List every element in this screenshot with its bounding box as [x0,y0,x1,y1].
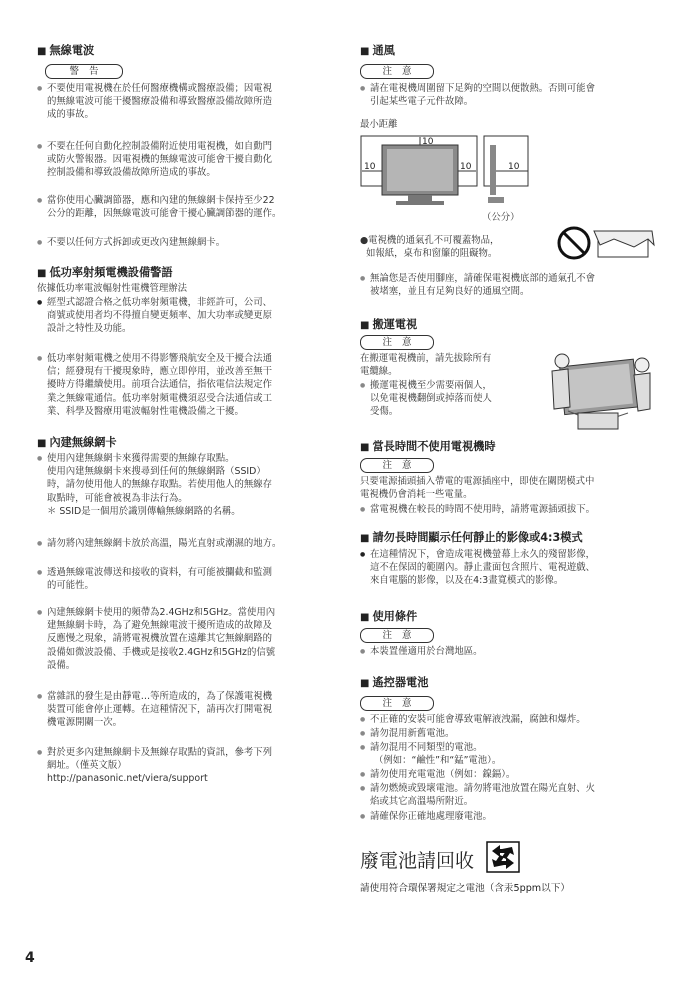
battery-bullet-2: ● 請勿混用新舊電池。 [360,727,454,740]
dim-top: 10 [422,137,434,147]
still-heading: ■ 請勿長時間顯示任何靜止的影像或4:3模式 [360,531,583,544]
wireless-bullet-2: ● 不要在任何自動化控制設備附近使用電視機，如自動門 或防火警報器。因電視機的無線電波可能會干擾自動化 控制設備和導致設備故障所造成的事故。 [37,140,272,180]
caution-label: 注意 [360,696,434,711]
battery-bullet-3: ● 請勿混用不同類型的電池。 （例如：“鹼性”和“錳”電池）。 [360,741,501,767]
wireless-bullet-3: ● 當你使用心臟調節器，應和內建的無線網卡保持至少22 公分的距離，因無線電波可能會干擾心臟調節器的運作。 [37,194,281,220]
wlan-bullet-1: ● 使用內建無線網卡來獲得需要的無線存取點。 使用內建無線網卡來搜尋到任何的無線網路（SSID） 時，請勿使用他人的無線存取點。若使用他人的無線存 取點時，可能會被視為非法行為。 ＊ SSID是一個用於識別傳輸無線網路的名稱。 [37,452,272,518]
stand-note: ● 無論您是否使用腳座，請確保電視機底部的通氣孔不會 被堵塞，並且有足夠良好的通風空間。 [360,272,595,298]
min-distance-label: 最小距離 [360,119,398,130]
ventilation-heading: ■ 通風 [360,44,395,57]
lowpower-heading: ■ 低功率射頻電機設備警語 [37,266,173,279]
conditions-heading: ■ 使用條件 [360,610,418,623]
warning-label: 警告 [45,64,123,79]
lowpower-intro: 依據低功率電波輻射性電機管理辦法 [37,283,188,294]
battery-bullet-4: ● 請勿使用充電電池（例如：鎳鎘）。 [360,768,515,781]
page-number: 4 [25,950,35,966]
dim-right: 10 [460,162,472,172]
cover-note: ●電視機的通氣孔不可覆蓋物品， 如報紙，桌布和窗簾的阻礙物。 [360,235,500,260]
recycle-icon [486,841,520,873]
wireless-heading: ■ 無線電波 [37,44,95,57]
wlan-heading: ■ 內建無線網卡 [37,436,117,449]
longunused-heading: ■ 當長時間不使用電視機時 [360,440,496,453]
ventilation-bullet: ● 請在電視機周圍留下足夠的空間以便散熱。否則可能會 引起某些電子元件故障。 [360,82,595,108]
conditions-bullet: ● 本裝置僅適用於台灣地區。 [360,645,483,658]
wlan-bullet-4: ● 內建無線網卡使用的頻帶為2.4GHz和5GHz。當使用內 建無線網卡時，為了避免無線電波干擾所造成的故障及 反應慢之現象，請將電視機放置在遠離其它無線網路的 設備如微波設備、手機或是接收2.4GHz和5GHz的信號 設備。 [37,606,275,672]
still-bullet: ● 在這種情況下，會造成電視機螢幕上永久的殘留影像， 這不在保固的範圍內。靜止畫面包含照片、電視遊戲、 來自電腦的影像，以及在4:3畫寬模式的影像。 [360,548,595,588]
dim-left: 10 [364,162,376,172]
moving-bullet: ● 搬運電視機至少需要兩個人， 以免電視機翻倒或掉落而使人 受傷。 [360,379,492,419]
moving-intro: 在搬運電視機前，請先拔除所有 電纜線。 [360,353,492,378]
battery-bullet-5: ● 請勿燃燒或毀壞電池。請勿將電池放置在陽光直射、火 焰或其它高溫場所附近。 [360,782,595,808]
lowpower-bullet-1: ● 經型式認證合格之低功率射頻電機，非經許可，公司、 商號或使用者均不得擅自變更頻率、加大功率或變更原 設計之特性及功能。 [37,296,272,336]
caution-label: 注意 [360,458,434,473]
battery-bullet-1: ● 不正確的安裝可能會導致電解液洩漏，腐蝕和爆炸。 [360,713,586,726]
battery-bullet-6: ● 請確保你正確地處理廢電池。 [360,810,492,823]
caution-label: 注意 [360,628,434,643]
wireless-bullet-4: ● 不要以任何方式拆卸或更改內建無線網卡。 [37,236,225,249]
lowpower-bullet-2: ● 低功率射頻電機之使用不得影響飛航安全及干擾合法通 信；經發現有干擾現象時，應立即停用，並改善至無干 擾時方得繼續使用。前項合法通信，指依電信法規定作 業之無線電通信。低功率射頻電機須忍受合法通信或工 業、科學及醫療用電波輻射性電機設備之干擾。 [37,352,272,418]
caution-label: 注意 [360,335,434,350]
wlan-bullet-2: ● 請勿將內建無線網卡放於高溫，陽光直射或潮濕的地方。 [37,537,281,550]
longunused-bullet: ● 當電視機在較長的時間不使用時，請將電源插頭拔下。 [360,503,595,516]
recycle-title: 廢電池請回收 [360,850,475,872]
battery-heading: ■ 遙控器電池 [360,676,429,689]
wlan-bullet-6: ● 對於更多內建無線網卡及無線存取點的資訊，參考下列 網址。（僅英文版） http://panasonic.net/viera/support [37,746,272,786]
dim-back: 10 [508,162,520,172]
recycle-subtitle: 請使用符合環保署規定之電池（含汞5ppm以下） [360,883,570,894]
carrying-illustration [548,347,652,433]
moving-heading: ■ 搬運電視 [360,318,418,331]
caution-label: 注意 [360,64,434,79]
wlan-bullet-5: ● 當雜訊的發生是由靜電…等所造成的，為了保護電視機 裝置可能會停止運轉。在這種情況下，請再次打開電視 機電源開關一次。 [37,690,272,730]
unit-label: （公分） [482,212,520,223]
wireless-bullet-1: ● 不要使用電視機在於任何醫療機構或醫療設備；因電視 的無線電波可能干擾醫療設備和導致醫療設備故障所造 成的事故。 [37,82,272,122]
wlan-bullet-3: ● 透過無線電波傳送和接收的資料，有可能被攔截和監測 的可能性。 [37,566,272,592]
support-link[interactable]: http://panasonic.net/viera/support [47,773,208,785]
no-cover-icon [556,225,656,265]
longunused-para: 只要電源插頭插入帶電的電源插座中，即使在關閉模式中 電視機仍會消耗一些電量。 [360,476,595,501]
